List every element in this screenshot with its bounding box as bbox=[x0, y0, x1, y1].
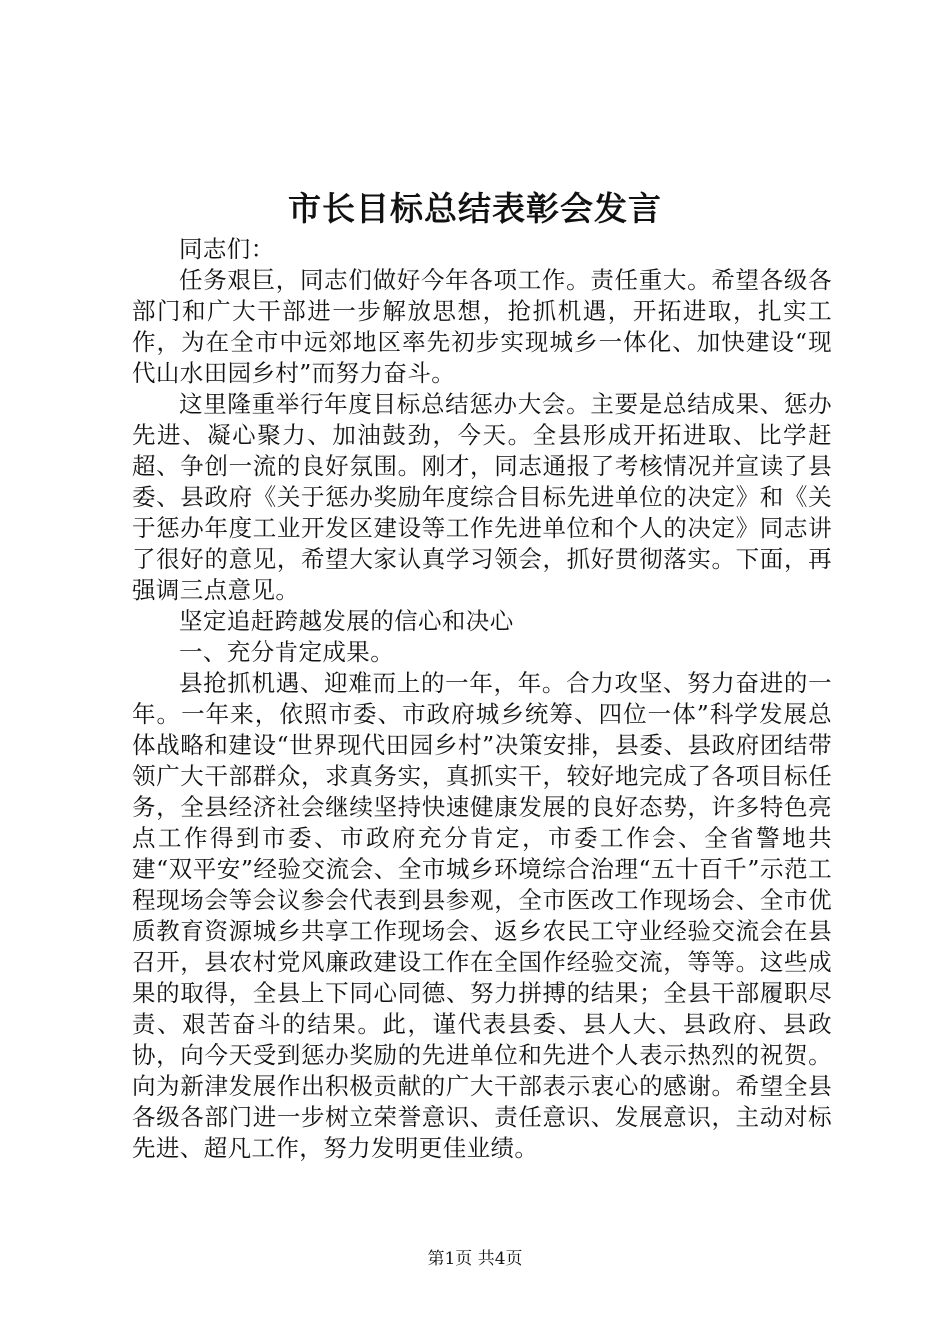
page-number-footer: 第1页 共4页 bbox=[427, 1249, 523, 1269]
document-title: 市长目标总结表彰会发言 bbox=[288, 189, 662, 228]
paragraph: 这里隆重举行年度目标总结惩办大会。主要是总结成果、惩办先进、凝心聚力、加油鼓劲，今天。全县形成开拓进取、比学赶超、争创一流的良好氛围。刚才，同志通报了考核情况并宣读了县委、县政府《关于惩办奖励年度综合目标先进单位的决定》和《关于惩办年度工业开发区建设等工作先进单位和个人的决定》同志讲了很好的意见，希望大家认真学习领会，抓好贯彻落实。下面，再强调三点意见。 bbox=[132, 390, 832, 604]
section-heading: 坚定追赶跨越发展的信心和决心 bbox=[179, 607, 514, 635]
subsection-heading: 一、充分肯定成果。 bbox=[179, 638, 395, 666]
paragraph: 任务艰巨，同志们做好今年各项工作。责任重大。希望各级各部门和广大干部进一步解放思想，抢抓机遇，开拓进取，扎实工作，为在全市中远郊地区率先初步实现城乡一体化、加快建设“现代山水田园乡村”而努力奋斗。 bbox=[132, 266, 832, 387]
document-body bbox=[132, 234, 832, 1164]
paragraph-salutation: 同志们： bbox=[179, 235, 275, 263]
paragraph: 县抢抓机遇、迎难而上的一年，年。合力攻坚、努力奋进的一年。一年来，依照市委、市政府城乡统筹、四位一体”科学发展总体战略和建设“世界现代田园乡村”决策安排，县委、县政府团结带领广大干部群众，求真务实，真抓实干，较好地完成了各项目标任务，全县经济社会继续坚持快速健康发展的良好态势，许多特色亮点工作得到市委、市政府充分肯定，市委工作会、全省警地共建“双平安”经验交流会、全市城乡环境综合治理“五十百千”示范工程现场会等会议参会代表到县参观，全市医改工作现场会、全市优质教育资源城乡共享工作现场会、返乡农民工守业经验交流会在县召开，县农村党风廉政建设工作在全国作经验交流，等等。这些成果的取得，全县上下同心同德、努力拼搏的结果；全县干部履职尽责、艰苦奋斗的结果。此，谨代表县委、县人大、县政府、县政协，向今天受到惩办奖励的先进单位和先进个人表示热烈的祝贺。向为新津发展作出积极贡献的广大干部表示衷心的感谢。希望全县各级各部门进一步树立荣誉意识、责任意识、发展意识，主动对标先进、超凡工作，努力发明更佳业绩。 bbox=[132, 669, 832, 1162]
